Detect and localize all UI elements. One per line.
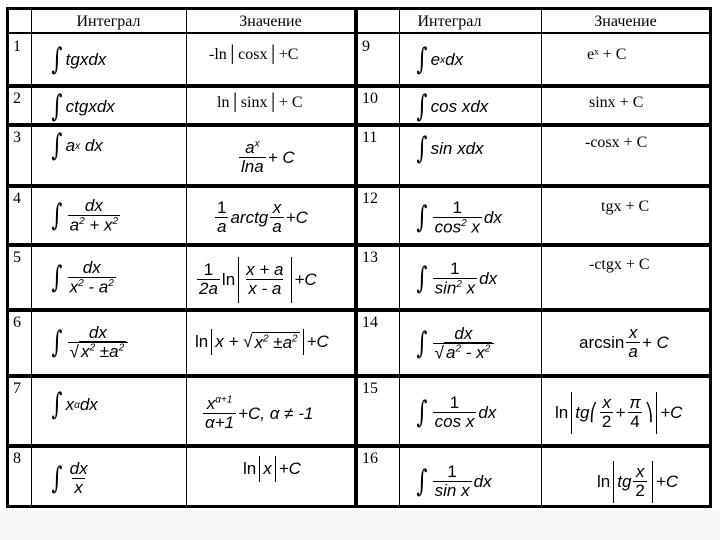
integral-formula: ∫ $\frac{dx}{a^2 + x^2}$ — [51, 195, 119, 235]
row-divider — [9, 84, 709, 88]
row-divider — [9, 32, 709, 34]
integral-value: $\frac{1}{2a}$ ln $\frac{x + a}{x - a}$ +C — [195, 252, 317, 308]
row-number: 13 — [362, 249, 378, 266]
integral-formula: ∫ $\frac{dx}{√ a^2 - x^2}$ — [414, 314, 496, 374]
row-number: 12 — [362, 190, 378, 207]
integral-formula: ∫ $\frac{dx}{√ x^2 \pm a^2}$ — [49, 312, 130, 374]
integral-formula: ∫ ctgxdx — [51, 89, 115, 124]
header-integral-left: Интеграл — [76, 13, 141, 30]
row-number: 7 — [13, 380, 21, 397]
integral-value: -ctgx + C — [589, 256, 650, 273]
page-bottom-margin — [0, 510, 720, 540]
row-number: 15 — [362, 380, 378, 397]
col-divider — [186, 10, 187, 505]
col-divider — [31, 10, 32, 505]
integral-formula: ∫ sin xdx — [416, 131, 484, 166]
integral-value: ln x + √ $x^2 \pm a^2$ +C — [195, 322, 329, 362]
integral-formula: ∫ e x dx — [416, 42, 464, 77]
row-number: 14 — [362, 314, 378, 331]
row-number: 10 — [362, 90, 378, 107]
row-divider — [9, 374, 709, 378]
integral-formula: ∫ $\frac{dx}{x}$ — [51, 459, 88, 498]
header-value-right: Значение — [594, 13, 657, 30]
row-number: 5 — [13, 249, 21, 266]
integral-formula: ∫ $\frac{1}{\text{sin x}}$ dx — [416, 462, 492, 501]
integral-value: $\frac{x^{\alpha+1}}{\alpha+1}$ +C, α ≠ -1 — [205, 394, 314, 433]
header-value-left: Значение — [239, 13, 302, 30]
integral-formula: ∫ $\frac{1}{\sin^2 x}$ dx — [416, 258, 498, 298]
row-number: 11 — [362, 129, 378, 146]
integral-formula: ∫ x α dx — [51, 387, 98, 422]
header-integral-right: Интеграл — [417, 13, 482, 30]
integral-formula: ∫ cos xdx — [416, 89, 489, 124]
integral-formula: ∫ a x dx — [51, 128, 103, 163]
col-divider — [399, 10, 400, 505]
col-divider — [541, 10, 542, 505]
integral-value: $\frac{a^x}{\ln a}$ + C — [241, 138, 295, 177]
integral-table — [6, 7, 712, 508]
integral-value: sinx + C — [589, 94, 644, 111]
integral-formula: ∫ $\frac{dx}{x^2 - a^2}$ — [51, 257, 114, 297]
integral-value: eˣ + C — [587, 46, 627, 63]
col-divider — [354, 10, 358, 505]
integral-formula: ∫ $\frac{1}{\text{cos x}}$ dx — [416, 393, 497, 432]
integral-value: $\frac{1}{a}$ arctg $\frac{x}{a}$ +C — [217, 198, 308, 237]
row-number: 1 — [13, 38, 21, 55]
row-number: 9 — [362, 38, 370, 55]
row-number: 6 — [13, 314, 21, 331]
integral-value: -cosx + C — [585, 134, 648, 151]
row-number: 16 — [362, 450, 378, 467]
integral-value: arcsin $\frac{x}{a}$ + C — [579, 323, 669, 362]
integral-value: ln x +C — [243, 454, 301, 484]
integral-value: ln│sinx│+ C — [217, 94, 303, 111]
integral-formula: ∫ $\frac{1}{\cos^2 x}$ dx — [416, 197, 502, 237]
integral-value: tgx + C — [601, 198, 650, 215]
integral-formula: ∫ tgxdx — [51, 42, 107, 77]
row-number: 8 — [13, 450, 21, 467]
row-number: 2 — [13, 90, 21, 107]
integral-value: ln tg $\frac{x}{2}$ +C — [597, 454, 678, 510]
row-number: 3 — [13, 129, 21, 146]
integral-value: -ln│cosx│+C — [209, 46, 299, 63]
row-number: 4 — [13, 190, 21, 207]
row-divider — [9, 444, 709, 448]
integral-value: ln tg ⎛ $\frac{x}{2}$ + $\frac{\pi}{4}$ ⎞ +C — [555, 384, 682, 442]
